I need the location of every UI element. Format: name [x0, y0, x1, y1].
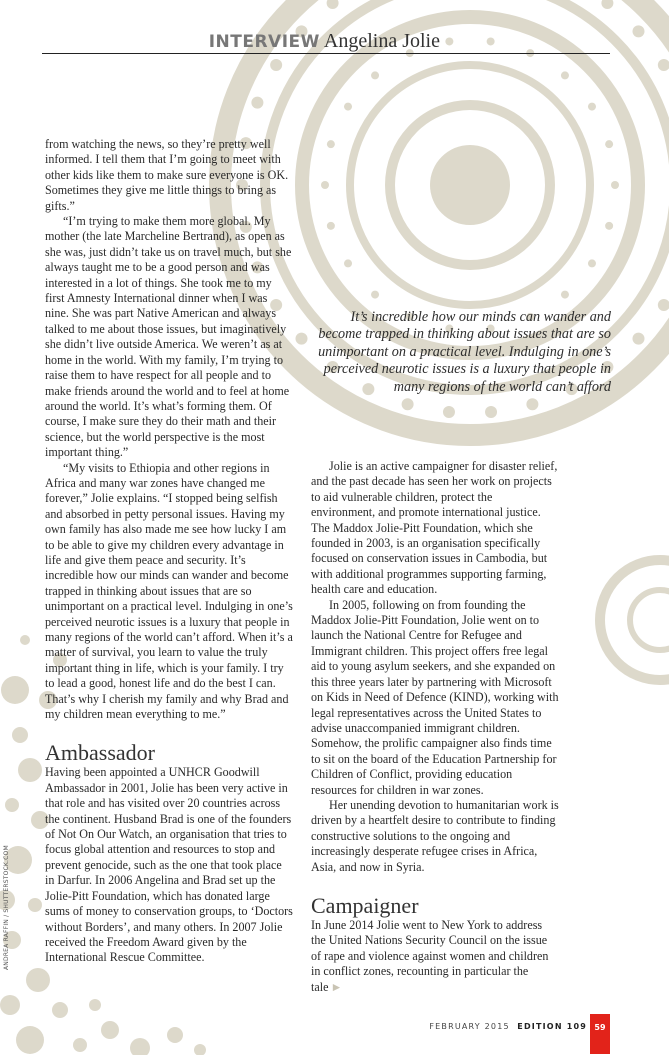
edition-label: EDITION 109: [517, 1022, 587, 1031]
page-number: 59: [590, 1014, 610, 1054]
body-paragraph: “My visits to Ethiopia and other regions in Africa and many war zones have changed me forever,” Jolie explains. “I stopped being selfish and absorbed in petty personal issues. Having my own family has also made me see how lucky I am to be able to give my children every advantage in life and give them peace and security. It’s incredible how our minds can wander and become trapped in thinking about issues that are so unimportant on a practical level. Indulging in one’s perceived neurotic issues is a luxury that people in many regions of the world can’t afford. When it’s a matter of survival, you learn to value the truly important thing in life, which is your family. I try to lead a good, honest life and do the best I can. That’s why I cherish my family and why Brad and my children mean everything to me.”: [45, 460, 293, 722]
right-column: [311, 459, 559, 995]
body-paragraph-continued: [311, 918, 559, 995]
page-footer: [429, 1022, 587, 1031]
continue-arrow-icon: ►: [330, 979, 343, 994]
left-column: [45, 137, 293, 966]
body-paragraph: In 2005, following on from founding the Maddox Jolie-Pitt Foundation, Jolie went on to launch the National Centre for Refugee and Immigrant children. This project offers free legal aid to young asylum seekers, and she expanded on this three years later by partnering with Microsoft on Kids in Need of Defence (KIND), working with legal representatives across the United States to advise unaccompanied immigrant children. Somehow, the prolific campaigner also finds time to sit on the board of the Education Partnership for Children of Conflict, providing education resources for children in war zones.: [311, 597, 559, 797]
page-header: [42, 30, 610, 54]
body-paragraph: Jolie is an active campaigner for disaster relief, and the past decade has seen her work on projects to aid vulnerable children, protect the environment, and promote international justice. The Maddox Jolie-Pitt Foundation, which she founded in 2003, is an organisation specifically focused on conservation issues in Cambodia, but with additional programmes supporting farming, health care and education.: [311, 459, 558, 597]
section-label: INTERVIEW: [208, 32, 320, 52]
body-paragraph: “I’m trying to make them more global. My mother (the late Marcheline Bertrand), as open as she was, just didn’t take us on travel much, but she always taught me to be a good person and was interested in a lot of things. She took me to my first Amnesty International dinner when I was nine. She was part Native American and always talked to me about those issues, but imaginatively she didn’t live outside America. We weren’t as at home in the world. With my family, I’m trying to raise them to have respect for all people and to make friends around the world and to feel at home around the world. It’s what’s forming them. Of course, I make sure they do their math and their science, but the world perspective is the most important thing.”: [45, 214, 292, 460]
body-paragraph: Her unending devotion to humanitarian work is driven by a heartfelt desire to contribute to finding constructive solutions to the ongoing and increasingly desperate refugee crises in Africa, Asia, and now in Syria.: [311, 797, 559, 874]
pull-quote: It’s incredible how our minds can wander and become trapped in thinking about issues that are so unimportant on a practical level. Indulging in one’s perceived neurotic issues is a luxury that people in many regions of the world can’t afford: [318, 309, 611, 395]
interview-subject: Angelina Jolie: [323, 30, 440, 52]
issue-date: FEBRUARY 2015: [429, 1022, 510, 1031]
body-paragraph: Having been appointed a UNHCR Goodwill Ambassador in 2001, Jolie has been very active in that role and has visited over 20 countries across the continent. Husband Brad is one of the founders of Not On Our Watch, an organisation that tries to focus global attention and resources to stop and prevent genocide, such as the one that took place in Darfur. In 2006 Angelina and Brad set up the Jolie-Pitt Foundation, which has donated large sums of money to conservation groups, to ‘Doctors without Borders’, and many others. In 2007 Jolie received the Freedom Award given by the International Rescue Committee.: [45, 765, 293, 965]
section-heading-ambassador: Ambassador: [45, 740, 155, 766]
photo-credit: ANDREA RAFFIN / SHUTTERSTOCK.COM: [3, 845, 10, 970]
campaigner-text: In June 2014 Jolie went to New York to address the United Nations Security Council on the issue of rape and violence against women and children in conflict zones, recounting in particular the tale: [311, 917, 549, 994]
section-heading-campaigner: Campaigner: [311, 892, 419, 918]
body-paragraph: from watching the news, so they’re pretty well informed. I tell them that I’m going to meet with other kids like them to make sure everyone is OK. Sometimes they give me little things to bring as gifts.”: [45, 137, 289, 213]
